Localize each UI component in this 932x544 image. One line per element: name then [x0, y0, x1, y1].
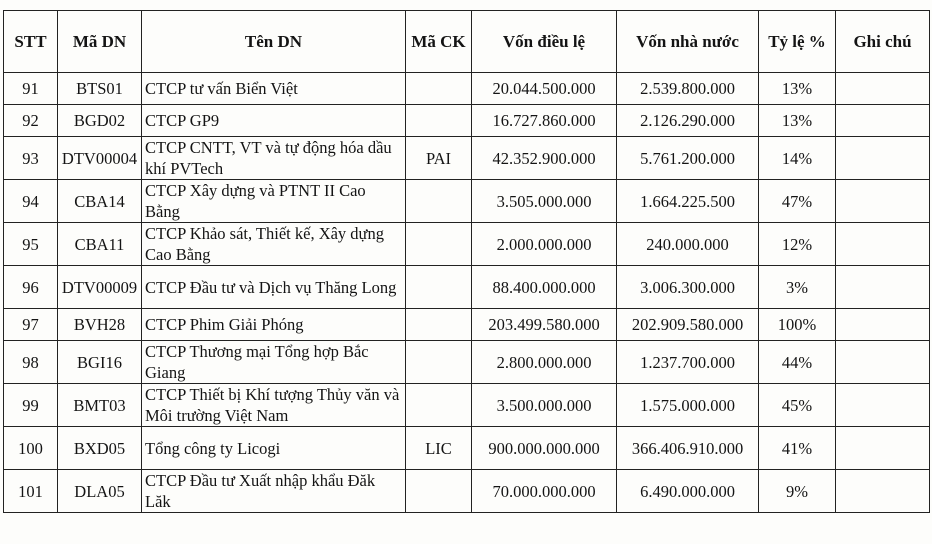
header-von-nha-nuoc: Vốn nhà nước [617, 11, 759, 73]
cell-ma-dn: BTS01 [58, 73, 142, 105]
cell-ty-le: 41% [759, 427, 836, 470]
cell-ma-dn: BGD02 [58, 105, 142, 137]
table-row [4, 309, 930, 341]
cell-ghi-chu [836, 266, 930, 309]
header-row [4, 11, 930, 73]
cell-von-nha-nuoc: 3.006.300.000 [617, 266, 759, 309]
cell-ty-le: 100% [759, 309, 836, 341]
cell-ty-le: 3% [759, 266, 836, 309]
cell-von-dieu-le: 900.000.000.000 [472, 427, 617, 470]
cell-ten-dn: CTCP Khảo sát, Thiết kế, Xây dựng Cao Bằng [142, 223, 406, 266]
enterprise-table [3, 10, 930, 513]
cell-ghi-chu [836, 137, 930, 180]
table-row [4, 223, 930, 266]
cell-von-nha-nuoc: 1.237.700.000 [617, 341, 759, 384]
cell-stt: 96 [4, 266, 58, 309]
cell-ma-ck [406, 470, 472, 513]
cell-stt: 92 [4, 105, 58, 137]
cell-ten-dn: CTCP Đầu tư Xuất nhập khẩu Đăk Lăk [142, 470, 406, 513]
cell-von-dieu-le: 2.000.000.000 [472, 223, 617, 266]
cell-ma-dn: BVH28 [58, 309, 142, 341]
cell-ma-dn: CBA14 [58, 180, 142, 223]
cell-von-nha-nuoc: 202.909.580.000 [617, 309, 759, 341]
cell-von-dieu-le: 88.400.000.000 [472, 266, 617, 309]
cell-ma-ck [406, 105, 472, 137]
cell-ghi-chu [836, 73, 930, 105]
cell-von-dieu-le: 3.500.000.000 [472, 384, 617, 427]
cell-von-nha-nuoc: 1.575.000.000 [617, 384, 759, 427]
cell-ma-dn: CBA11 [58, 223, 142, 266]
header-ten-dn: Tên DN [142, 11, 406, 73]
cell-stt: 95 [4, 223, 58, 266]
cell-von-dieu-le: 3.505.000.000 [472, 180, 617, 223]
cell-ghi-chu [836, 223, 930, 266]
cell-ma-ck [406, 266, 472, 309]
cell-von-nha-nuoc: 5.761.200.000 [617, 137, 759, 180]
cell-ma-dn: BMT03 [58, 384, 142, 427]
table-row [4, 137, 930, 180]
cell-ghi-chu [836, 309, 930, 341]
cell-von-nha-nuoc: 240.000.000 [617, 223, 759, 266]
cell-ma-dn: DTV00004 [58, 137, 142, 180]
cell-stt: 91 [4, 73, 58, 105]
table-row [4, 427, 930, 470]
cell-ghi-chu [836, 470, 930, 513]
cell-ty-le: 14% [759, 137, 836, 180]
cell-ma-dn: BXD05 [58, 427, 142, 470]
cell-ten-dn: CTCP Đầu tư và Dịch vụ Thăng Long [142, 266, 406, 309]
cell-von-nha-nuoc: 2.539.800.000 [617, 73, 759, 105]
cell-ma-dn: BGI16 [58, 341, 142, 384]
cell-stt: 100 [4, 427, 58, 470]
cell-ty-le: 12% [759, 223, 836, 266]
cell-ty-le: 13% [759, 105, 836, 137]
header-stt: STT [4, 11, 58, 73]
cell-ma-ck [406, 180, 472, 223]
table-row [4, 105, 930, 137]
cell-ten-dn: Tổng công ty Licogi [142, 427, 406, 470]
cell-ten-dn: CTCP Phim Giải Phóng [142, 309, 406, 341]
table-row [4, 180, 930, 223]
cell-von-dieu-le: 203.499.580.000 [472, 309, 617, 341]
cell-von-dieu-le: 70.000.000.000 [472, 470, 617, 513]
cell-von-dieu-le: 42.352.900.000 [472, 137, 617, 180]
cell-ma-dn: DTV00009 [58, 266, 142, 309]
table-row [4, 266, 930, 309]
cell-ten-dn: CTCP Xây dựng và PTNT II Cao Bằng [142, 180, 406, 223]
header-von-dieu-le: Vốn điều lệ [472, 11, 617, 73]
cell-ten-dn: CTCP CNTT, VT và tự động hóa dầu khí PVTech [142, 137, 406, 180]
cell-ma-ck [406, 309, 472, 341]
cell-ma-dn: DLA05 [58, 470, 142, 513]
cell-stt: 99 [4, 384, 58, 427]
cell-ty-le: 44% [759, 341, 836, 384]
cell-ten-dn: CTCP Thiết bị Khí tượng Thủy văn và Môi trường Việt Nam [142, 384, 406, 427]
cell-von-nha-nuoc: 2.126.290.000 [617, 105, 759, 137]
cell-von-nha-nuoc: 366.406.910.000 [617, 427, 759, 470]
cell-ma-ck [406, 223, 472, 266]
cell-ten-dn: CTCP tư vấn Biển Việt [142, 73, 406, 105]
cell-ma-ck: PAI [406, 137, 472, 180]
cell-von-nha-nuoc: 1.664.225.500 [617, 180, 759, 223]
cell-ma-ck [406, 341, 472, 384]
cell-stt: 94 [4, 180, 58, 223]
cell-stt: 98 [4, 341, 58, 384]
cell-stt: 101 [4, 470, 58, 513]
header-ma-ck: Mã CK [406, 11, 472, 73]
cell-von-dieu-le: 20.044.500.000 [472, 73, 617, 105]
cell-ty-le: 45% [759, 384, 836, 427]
cell-ghi-chu [836, 105, 930, 137]
cell-ghi-chu [836, 180, 930, 223]
header-ghi-chu: Ghi chú [836, 11, 930, 73]
cell-ty-le: 13% [759, 73, 836, 105]
cell-ma-ck [406, 384, 472, 427]
table-row [4, 384, 930, 427]
cell-von-dieu-le: 2.800.000.000 [472, 341, 617, 384]
table-row [4, 73, 930, 105]
header-ma-dn: Mã DN [58, 11, 142, 73]
cell-ghi-chu [836, 341, 930, 384]
cell-ghi-chu [836, 384, 930, 427]
cell-stt: 93 [4, 137, 58, 180]
cell-ma-ck: LIC [406, 427, 472, 470]
table-row [4, 470, 930, 513]
cell-von-nha-nuoc: 6.490.000.000 [617, 470, 759, 513]
table-row [4, 341, 930, 384]
cell-von-dieu-le: 16.727.860.000 [472, 105, 617, 137]
cell-ten-dn: CTCP Thương mại Tổng hợp Bắc Giang [142, 341, 406, 384]
cell-ty-le: 9% [759, 470, 836, 513]
cell-ma-ck [406, 73, 472, 105]
cell-stt: 97 [4, 309, 58, 341]
cell-ghi-chu [836, 427, 930, 470]
cell-ten-dn: CTCP GP9 [142, 105, 406, 137]
header-ty-le: Tỷ lệ % [759, 11, 836, 73]
cell-ty-le: 47% [759, 180, 836, 223]
